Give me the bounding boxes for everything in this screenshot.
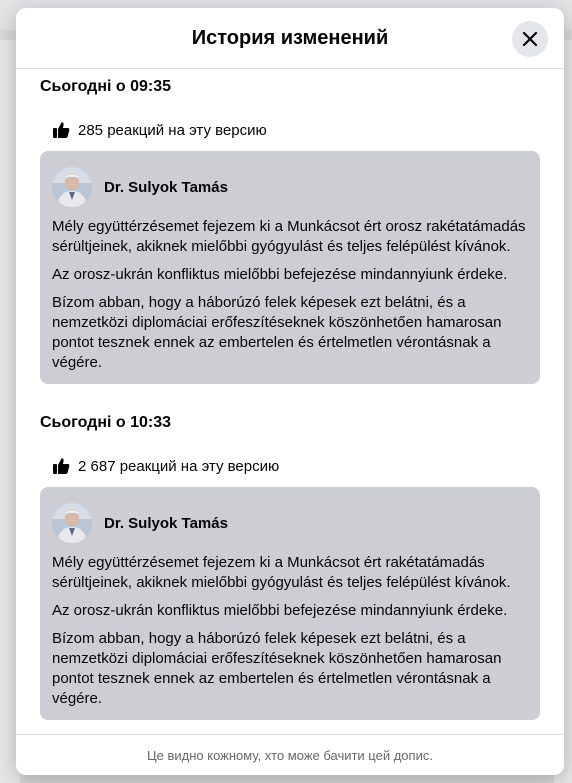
post-paragraph: Bízom abban, hogy a háborúzó felek képesek ezt belátni, és a nemzetközi diplomáciai erőfeszítéseknek köszönhetően hamarosan pontot tesznek ennek az embertelen és értelmetlen vérontásnak a végére. xyxy=(52,294,502,371)
avatar[interactable] xyxy=(52,167,92,207)
avatar[interactable] xyxy=(52,503,92,543)
post-paragraph: Az orosz-ukrán konfliktus mielőbbi befejezése mindannyiunk érdeke. xyxy=(52,602,508,619)
post-author-row xyxy=(52,503,528,543)
post-version-card xyxy=(40,151,540,384)
reaction-count-label: 2 687 реакций на эту версию xyxy=(78,457,280,475)
dialog-title: История изменений xyxy=(191,26,389,49)
post-paragraph: Bízom abban, hogy a háborúzó felek képesek ezt belátni, és a nemzetközi diplomáciai erőfeszítéseknek köszönhetően hamarosan pontot tesznek ennek az embertelen és értelmetlen vérontásnak a végére. xyxy=(52,630,502,707)
version-time: Сьогодні о 10:33 xyxy=(40,414,172,431)
version-entry xyxy=(40,413,540,707)
visibility-notice: Це видно кожному, хто може бачити цей допис. xyxy=(147,747,433,763)
post-paragraph: Mély együttérzésemet fejezem ki a Munkácsot ért orosz rakétatámadás sérültjeinek, akiknek mielőbbi gyógyulást és teljes felépülést kívánok. xyxy=(52,218,526,255)
close-icon xyxy=(522,31,538,47)
post-paragraph: Mély együttérzésemet fejezem ki a Munkácsot ért rakétatámadás sérültjeinek, akiknek mielőbbi gyógyulást és teljes felépülést kívánok. xyxy=(52,554,511,591)
version-time: Сьогодні о 09:35 xyxy=(40,78,172,95)
reaction-count-label: 285 реакций на эту версию xyxy=(78,121,267,139)
dialog-header xyxy=(16,8,564,69)
version-entry xyxy=(40,77,540,371)
thumbs-up-icon xyxy=(52,457,70,475)
reaction-count xyxy=(52,121,267,139)
close-button[interactable] xyxy=(512,21,548,57)
author-name[interactable]: Dr. Sulyok Tamás xyxy=(104,514,228,532)
dialog-footer xyxy=(16,734,564,775)
post-text xyxy=(52,553,528,709)
avatar-photo xyxy=(52,503,92,543)
reaction-count xyxy=(52,457,279,475)
author-name[interactable]: Dr. Sulyok Tamás xyxy=(104,178,228,196)
post-author-row xyxy=(52,167,528,207)
post-text xyxy=(52,217,528,373)
edit-history-dialog xyxy=(16,8,564,775)
post-paragraph: Az orosz-ukrán konfliktus mielőbbi befejezése mindannyiunk érdeke. xyxy=(52,266,508,283)
dialog-body[interactable] xyxy=(16,69,564,735)
thumbs-up-icon xyxy=(52,121,70,139)
avatar-photo xyxy=(52,167,92,207)
post-version-card xyxy=(40,487,540,720)
